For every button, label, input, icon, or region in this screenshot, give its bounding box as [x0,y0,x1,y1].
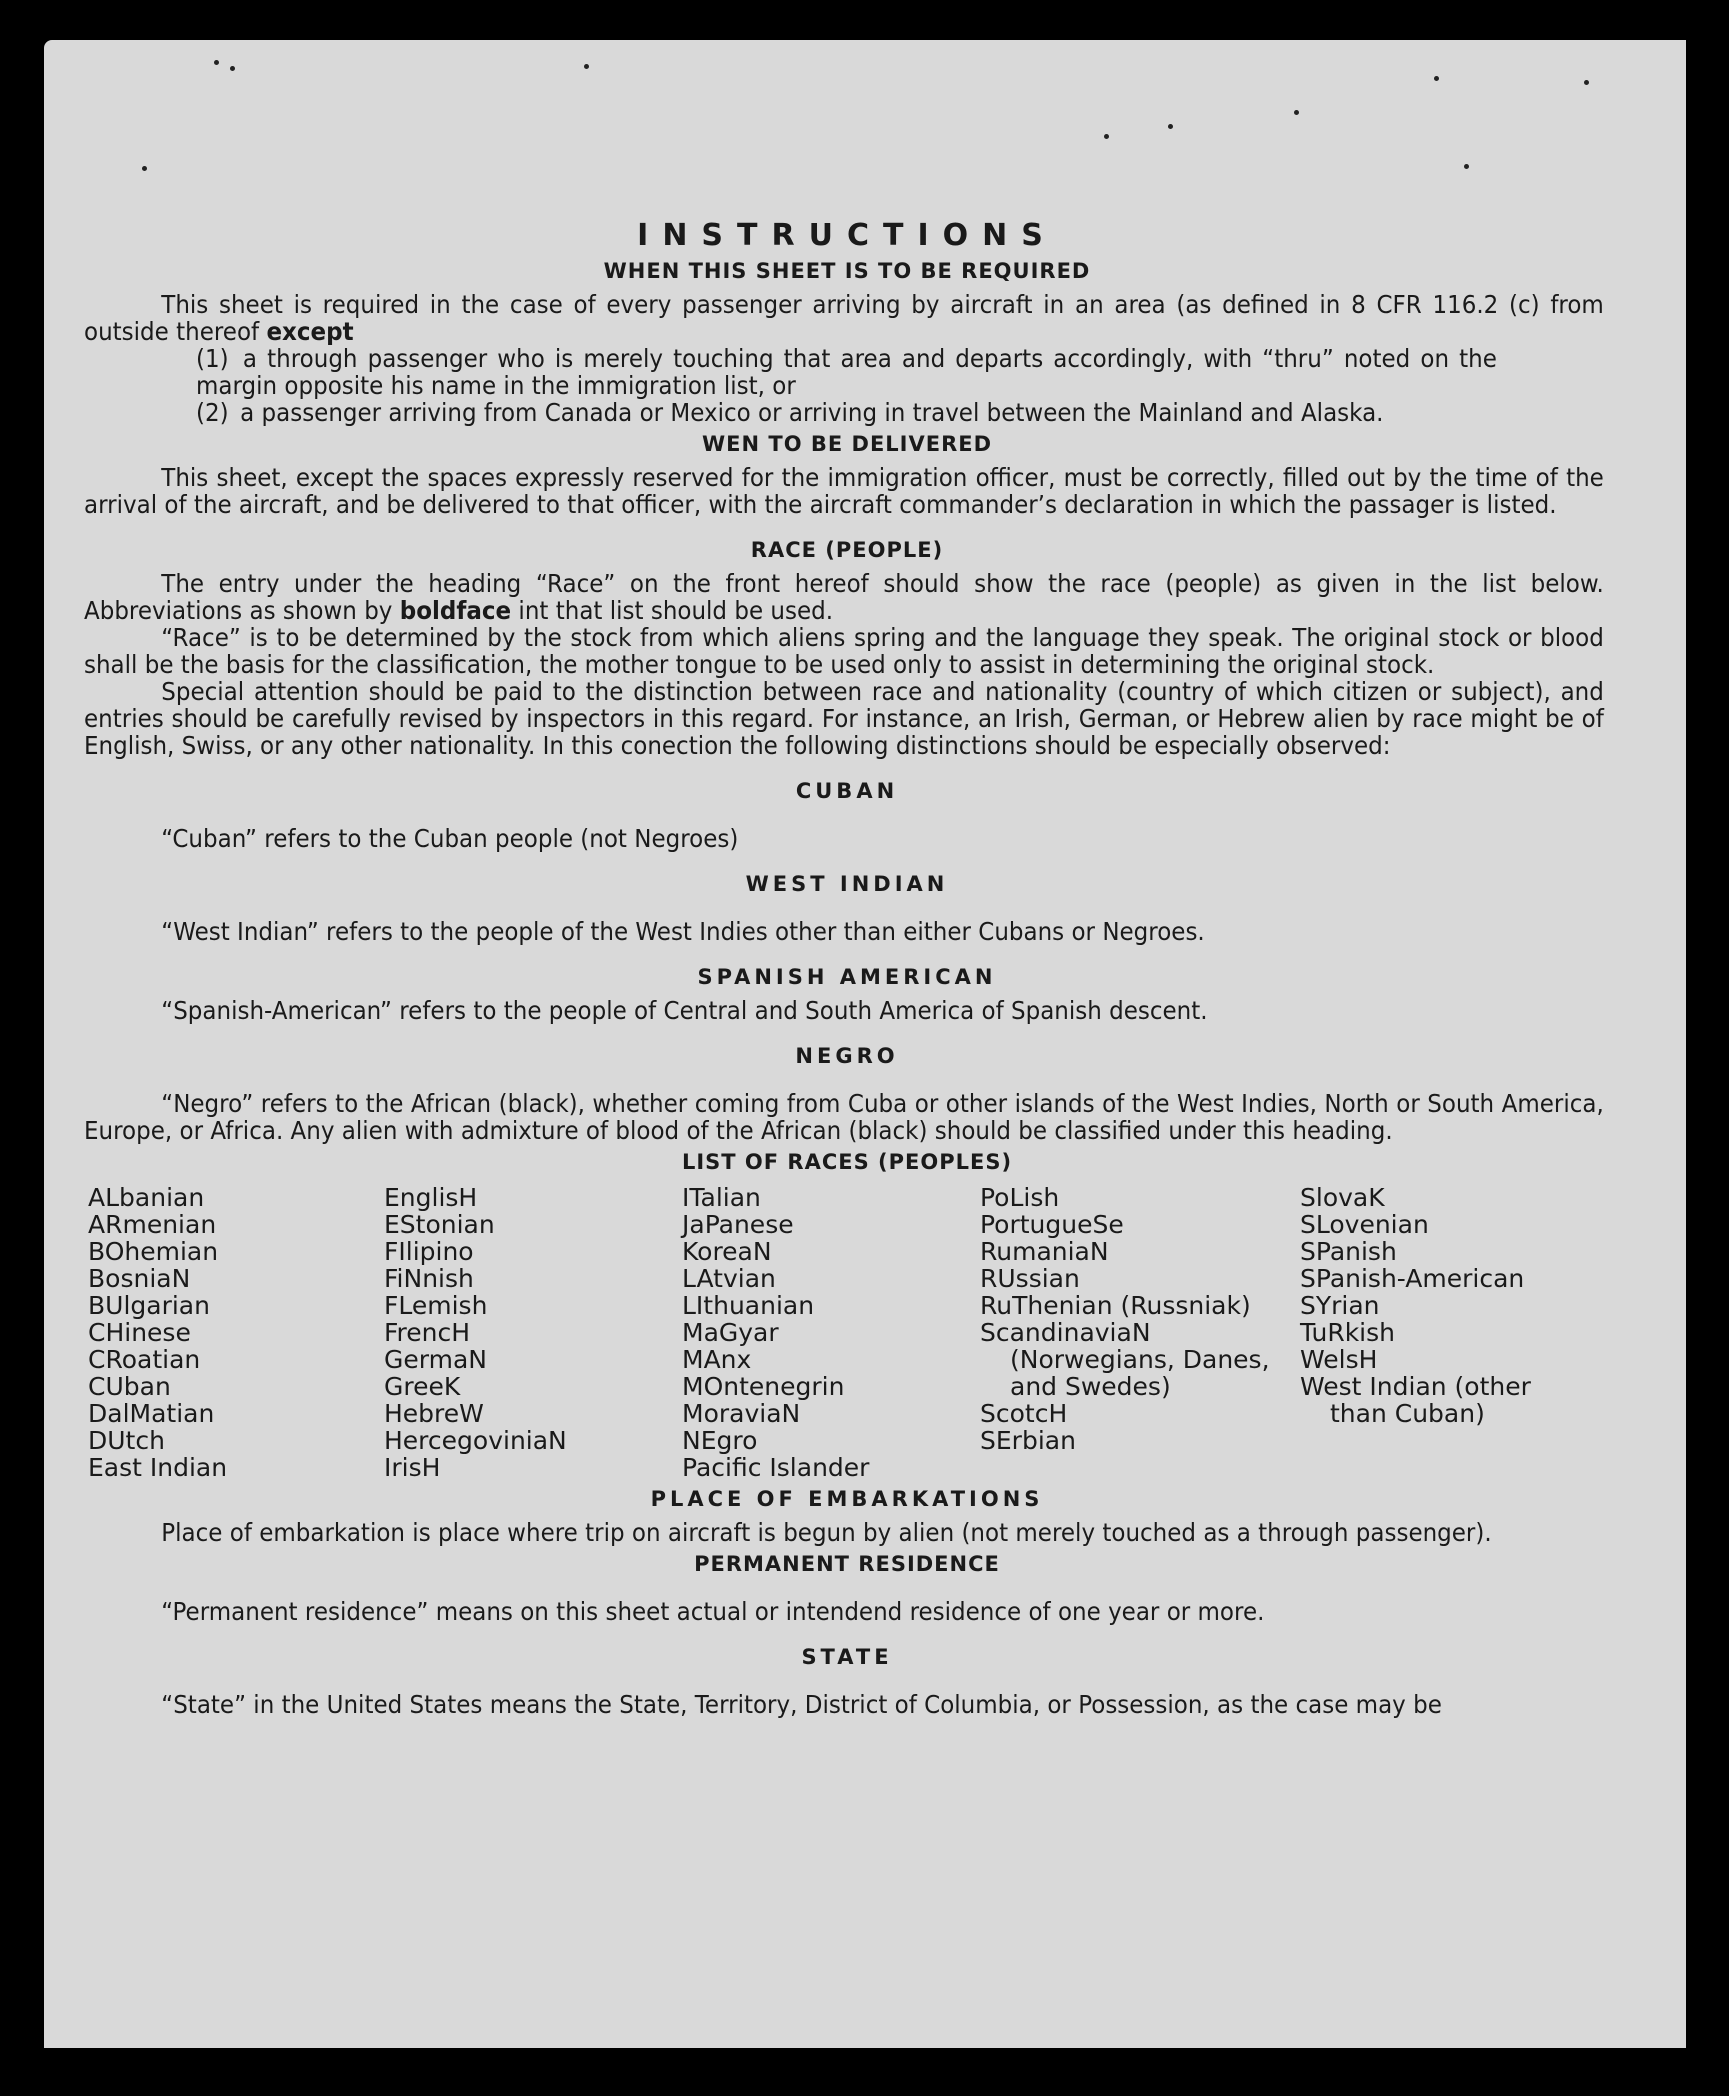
race-item: TuRkish [1300,1318,1395,1347]
embarkation-text: Place of embarkation is place where trip on aircraft is begun by alien (not merely touched as a through passenger). [161,1518,1492,1547]
heading-list-of-races: LIST OF RACES (PEOPLES) [681,1150,1013,1174]
race-item: BosniaN [88,1264,191,1293]
races-column [682,1184,980,1481]
races-column [1300,1184,1590,1481]
race-item: SErbian [980,1426,1076,1455]
scan-speck [214,60,219,65]
race-item: LIthuanian [682,1291,815,1320]
race-item: CUban [88,1372,171,1401]
race-item: MaGyar [682,1318,779,1347]
cuban-text: “Cuban” refers to the Cuban people (not Negroes) [161,824,739,853]
race-item: ScandinaviaN (Norwegians, Danes, and Swedes) [980,1318,1270,1401]
race-item: ITalian [682,1183,761,1212]
heading-negro: NEGRO [795,1044,899,1068]
except-word: except [266,317,354,346]
exception-item: (1) a through passenger who is merely touching that area and departs accordingly, with “thru” noted on the margin opposite his name in the immigration list, or [196,344,1497,400]
race-item: EStonian [384,1210,495,1239]
scan-speck [142,166,147,171]
race-item: ALbanian [88,1183,205,1212]
race-paragraph-2: “Race” is to be determined by the stock from which aliens spring and the language they speak. The original stock or blood shall be the basis for the classification, the mother tongue to be used only to assist in determining the original stock. [84,623,1604,679]
race-item: RUssian [980,1264,1080,1293]
race-item: East Indian [88,1453,228,1482]
races-column [980,1184,1300,1481]
scan-speck [230,66,235,71]
race-item: JaPanese [682,1210,794,1239]
race-item: MoraviaN [682,1399,801,1428]
race-item: SPanish [1300,1237,1397,1266]
race-item: GermaN [384,1345,487,1374]
residence-text: “Permanent residence” means on this sheet actual or intendend residence of one year or more. [161,1597,1265,1626]
heading-race: RACE (PEOPLE) [750,538,944,562]
races-column [88,1184,384,1481]
race-item: PoLish [980,1183,1060,1212]
race-item: RuThenian (Russniak) [980,1291,1251,1320]
scan-speck [1434,76,1439,81]
race-item: DalMatian [88,1399,215,1428]
heading-cuban: CUBAN [795,779,899,803]
race-item: KoreaN [682,1237,772,1266]
boldface-word: boldface [399,596,512,625]
race-item: RumaniaN [980,1237,1109,1266]
race-item: EnglisH [384,1183,478,1212]
race-item: NEgro [682,1426,758,1455]
race-item: HebreW [384,1399,484,1428]
race-item: CHinese [88,1318,191,1347]
race-item: HercegoviniaN [384,1426,567,1455]
heading-embarkation: PLACE OF EMBARKATIONS [650,1487,1044,1511]
heading-state: STATE [801,1645,893,1669]
heading-permanent-residence: PERMANENT RESIDENCE [694,1552,1000,1576]
race-item: MAnx [682,1345,752,1374]
races-list [88,1184,1610,1481]
race-item: BUlgarian [88,1291,210,1320]
race-paragraph-1: The entry under the heading “Race” on the front hereof should show the race (people) as given in the list below. Abbreviations as shown by boldface int that list should be used. [84,569,1604,625]
race-item: MOntenegrin [682,1372,845,1401]
west-indian-text: “West Indian” refers to the people of the West Indies other than either Cubans or Negroes. [161,917,1205,946]
race-item: SYrian [1300,1291,1380,1320]
delivered-text: This sheet, except the spaces expressly reserved for the immigration officer, must be correctly, filled out by the time of the arrival of the aircraft, and be delivered to that officer, with the aircraft commander’s declaration in which the passager is listed. [84,463,1604,519]
scan-speck [584,64,589,69]
race-item: FrencH [384,1318,471,1347]
scan-speck [1464,164,1469,169]
heading-west-indian: WEST INDIAN [745,872,949,896]
race-item: PortugueSe [980,1210,1124,1239]
scan-speck [1168,124,1173,129]
race-item: BOhemian [88,1237,219,1266]
race-paragraph-3: Special attention should be paid to the distinction between race and nationality (country of which citizen or subject), and entries should be carefully revised by inspectors in this regard. For instance, an Irish, German, or Hebrew alien by race might be of English, Swiss, or any other nationality. In this conection the following distinctions should be especially observed: [84,677,1604,760]
spanish-american-text: “Spanish-American” refers to the people of Central and South America of Spanish descent. [161,996,1208,1025]
bleed-through-text [374,114,1674,314]
race-item: WelsH [1300,1345,1378,1374]
race-item: CRoatian [88,1345,201,1374]
heading-delivered: WEN TO BE DELIVERED [701,432,993,456]
race-item: FLemish [384,1291,488,1320]
scan-speck [1294,110,1299,115]
race-item: SlovaK [1300,1183,1385,1212]
scan-speck [1104,134,1109,139]
required-intro: This sheet is required in the case of every passenger arriving by aircraft in an area (as defined in 8 CFR 116.2 (c) from outside thereof except [84,290,1604,346]
race-item: IrisH [384,1453,441,1482]
exception-item: (2) a passenger arriving from Canada or Mexico or arriving in travel between the Mainland and Alaska. [196,398,1384,427]
required-exceptions [196,345,1610,426]
state-text: “State” in the United States means the State, Territory, District of Columbia, or Possession, as the case may be [161,1690,1442,1719]
page-title: INSTRUCTIONS [637,218,1057,253]
race-item: FIlipino [384,1237,474,1266]
document-page [44,40,1686,2048]
race-item: SLovenian [1300,1210,1429,1239]
race-item: FiNnish [384,1264,474,1293]
race-item: DUtch [88,1426,165,1455]
race-item: Pacific Islander [682,1453,870,1482]
race-item: LAtvian [682,1264,776,1293]
race-item: ScotcH [980,1399,1068,1428]
races-column [384,1184,682,1481]
heading-required: WHEN THIS SHEET IS TO BE REQUIRED [603,259,1091,283]
race-item: SPanish-American [1300,1264,1525,1293]
race-item: GreeK [384,1372,461,1401]
scan-speck [1584,80,1589,85]
race-item: ARmenian [88,1210,217,1239]
heading-spanish-american: SPANISH AMERICAN [697,965,997,989]
negro-text: “Negro” refers to the African (black), whether coming from Cuba or other islands of the West Indies, North or South America, Europe, or Africa. Any alien with admixture of blood of the African (black) should be classified under this heading. [84,1089,1604,1145]
race-item: West Indian (other than Cuban) [1300,1372,1531,1428]
